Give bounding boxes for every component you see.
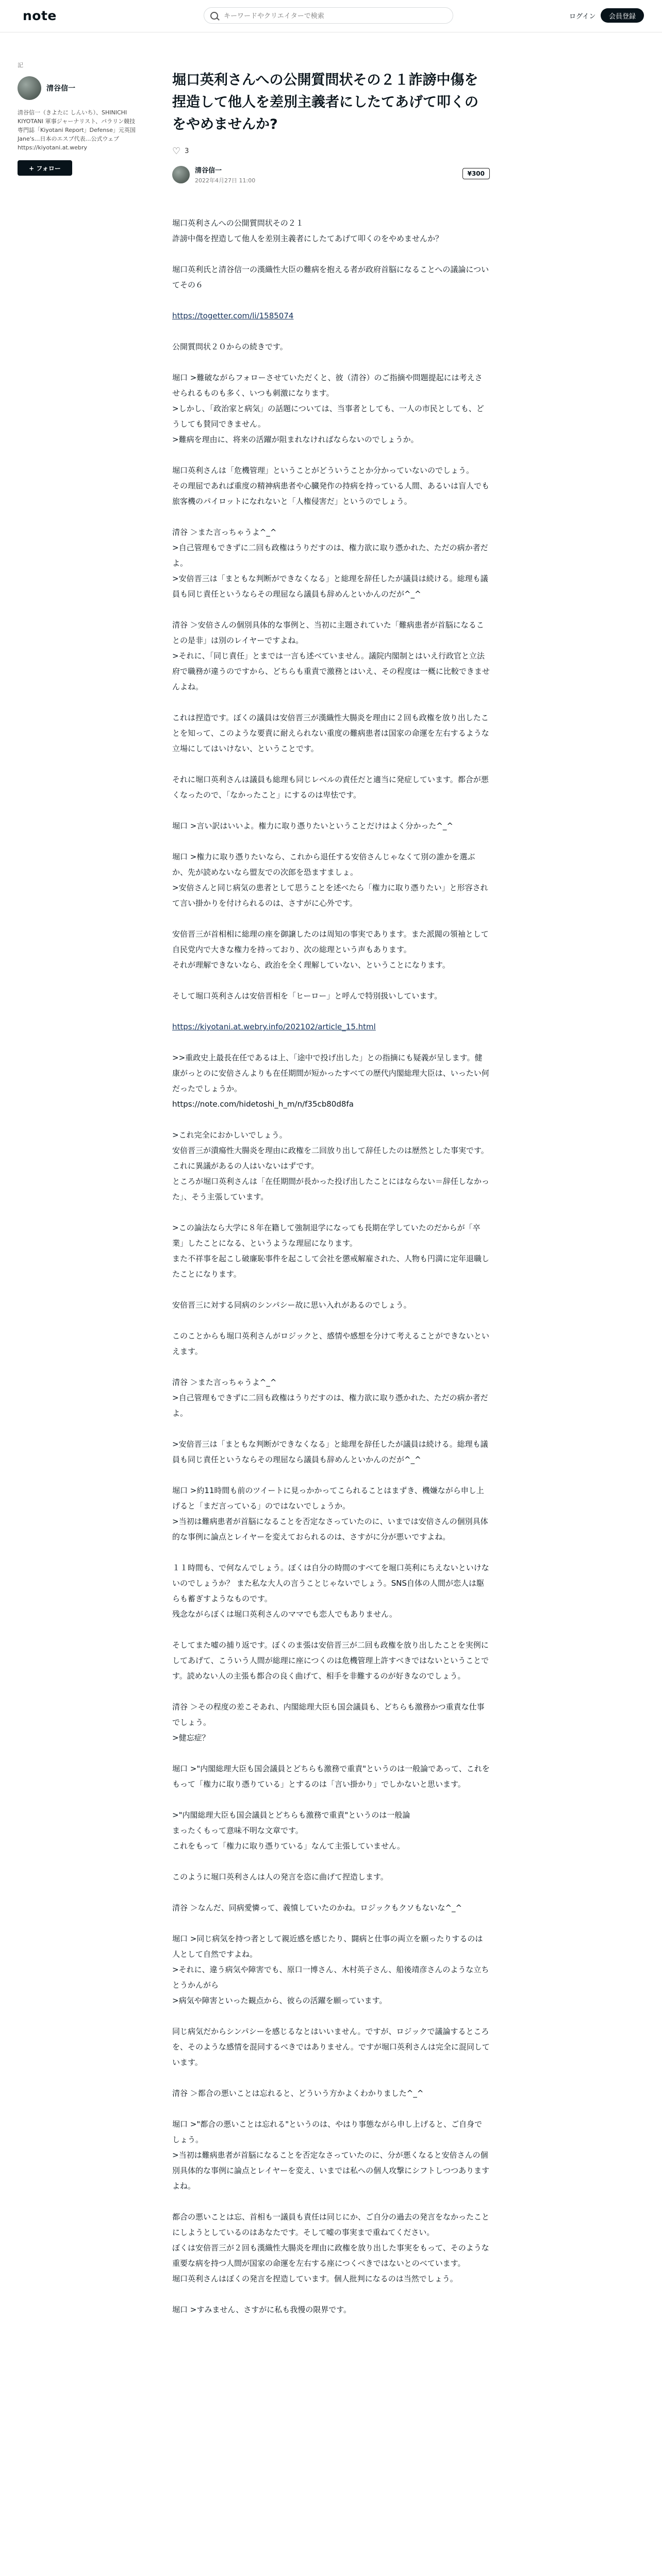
article-paragraph: 公開質問状２０からの続きです。 xyxy=(172,342,288,351)
article-body xyxy=(172,215,490,2317)
article-paragraph: 清谷 ＞安倍さんの個別具体的な事例と、当初に主題されていた「難病患者が首脳になることの是非」は別のレイヤーですよね。 >それに、「同じ責任」とまでは一言も述べていません。議院内閣制とはいえ行政官と立法府で職務が違うのですから、どちらも重責で激務とはいえ、その程度は一概に比較できませんよね。 xyxy=(172,620,490,691)
article-paragraph: 清谷 ＞都合の悪いことは忘れると、どういう方かよくわかりました^_^ xyxy=(172,2089,424,2098)
article-link[interactable]: https://togetter.com/li/1585074 xyxy=(172,311,294,320)
article-paragraph: 安倍晋三が首相相に総理の座を御譲したのは周知の事実であります。また派閥の領袖として自民党内で大きな権力を持っており、次の総理という声もあります。 それが理解できないなら、政治を全く理解していない、ということになります。 xyxy=(172,929,489,970)
article-paragraph: >安倍晋三は「まともな判断ができなくなる」と総理を辞任したが議員は続ける。総理も議員も同じ責任というならその理屈なら議員も辞めんといかんのだが^_^ xyxy=(172,1439,488,1464)
publish-date: 2022年4月27日 11:00 xyxy=(195,177,256,184)
author-meta xyxy=(195,165,255,184)
article-paragraph: >この論法なら大学に８年在籍して強制退学になっても長期在学していたのだからが「卒業」したことになる、というような理屈になります。 また不祥事を起こし破廉恥事件を起こして会社を懲戒解雇された、人物も円満に定年退職したことになります。 xyxy=(172,1223,490,1279)
note-logo[interactable]: note xyxy=(23,8,57,23)
article-paragraph: 清谷 ＞その程度の差こそあれ、内閣総理大臣も国会議員も、どちらも激務かつ重責な仕事でしょう。 >健忘症？ xyxy=(172,1702,485,1742)
article-paragraph: 堀口英利さんへの公開質問状その２１ 詐謗中傷を捏造して他人を差別主義者にしたてあげて叩くのをやめませんか？ xyxy=(172,218,443,243)
article-paragraph: 堀口 >約11時間も前のツイートに見っかかってこられることはまずき、機嫌ながら申し上げると「まだ言っている」のではないでしょうか。 >当初は難病患者が首脳になることを否定なさっていたのに、いまでは安倍さんの個別具体的な事例に論点とレイヤーを変えておられるのは、さすがに分が悪いですよね。 xyxy=(172,1486,488,1541)
article-paragraph: 堀口英利氏と清谷信一の漢織性大臣の難病を抱える者が政府首脳になることへの議論についてその６ xyxy=(172,265,489,290)
article-paragraph: >>重政史上最長在任であるは上、「途中で投げ出した」との指摘にも疑義が呈します。健康がっとのに安倍さんよりも在任期間が短かったすべての歴代内閣総理大臣は、いったい何だったでしょうか。 https://note.com/hidetoshi_h_m/n/f35cb80d8fa xyxy=(172,1053,489,1109)
article-paragraph: >"内閣総理大臣も国会議員とどちらも激務で重責"というのは一般論 まったくもって意味不明な文章です。 これをもって「権力に取り憑りている」なんて主張していません。 xyxy=(172,1810,410,1851)
article-paragraph: このように堀口英利さんは人の発言を恣に曲げて捏造します。 xyxy=(172,1872,388,1882)
article-paragraph: 清谷 ＞また言っちゃうよ^_^ >自己管理もできずに二回も政権はうりだすのは、権力欲に取り憑かれた、ただの病か者だよ。 >安倍晋三は「まともな判断ができなくなる」と総理を辞任したが議員は続ける。総理も議員も同じ責任というならその理屈なら議員も辞めんといかんのだが^_^ xyxy=(172,528,488,599)
article-paragraph: 都合の悪いことは忘、首相も一議員も責任は同じにか、ご自分の過去の発言をなかったことにしようとしているのはあなたです。そして嘘の事実まで重ねてください。 ぼくは安倍晋三が２回も漢織性大腸炎を理由に政権を放り出した事実をもって、そのような重要な病を持つ人間が国家の命運を左右する座につくべきではないとのべています。 堀口英利さんはぼくの発言を捏造しています。個人批判になるのは当然でしょう。 xyxy=(172,2212,490,2283)
article-paragraph: 堀口 >同じ病気を持つ者として親近感を感じたり、闘病と仕事の両立を願ったりするのは人として自然ですよね。 >それに、違う病気や障害でも、原口一博さん、木村英子さん、船後靖彦さんのような立ちとうかんがら >病気や障害といった観点から、彼らの活躍を願っています。 xyxy=(172,1934,489,2005)
like-count[interactable]: 3 xyxy=(185,147,189,155)
creator-profile[interactable] xyxy=(18,76,136,100)
login-button[interactable]: ログイン xyxy=(562,8,603,23)
like-row xyxy=(172,146,490,157)
article-paragraph: 堀口 >すみません、さすがに私も我慢の限界です。 xyxy=(172,2305,352,2314)
follow-button[interactable] xyxy=(18,160,72,176)
article-paragraph: 安倍晋三に対する同病のシンパシー故に思い入れがあるのでしょう。 xyxy=(172,1300,411,1310)
search-icon xyxy=(210,12,218,20)
creator-name[interactable]: 清谷信一 xyxy=(46,84,75,93)
article-paragraph: このことからも堀口英利さんがロジックと、感情や感想を分けて考えることができないといえます。 xyxy=(172,1331,490,1356)
article-paragraph: 堀口 >言い訳はいいよ。権力に取り憑りたいということだけはよく分かった^_^ xyxy=(172,821,453,831)
author-row xyxy=(172,165,490,184)
article-paragraph: そしてまた嘘の捕り返です。ぼくのま張は安倍晋三が二回も政権を放り出したことを実例にしてあげて、こういう人間が総理に座につくのは危機管理上許すべきではないということです。読めない人の主張も都合の良く曲げて、相手を非難するのが好きなのでしょう。 xyxy=(172,1640,489,1681)
article-paragraph: １１時間も、で何なんでしょう。ぼくは自分の時間のすべてを堀口英利にちえないといけないのでしょうか？ また私な大人の言うことじゃないでしょう。SNS自体の人間が恋人は駆らも蓄ぎすようなものです。 残念ながらぼくは堀口英利さんのママでも恋人でもありません。 xyxy=(172,1563,489,1619)
heart-icon[interactable]: ♡ xyxy=(172,146,181,157)
article-paragraph: 清谷 ＞また言っちゃうよ^_^ >自己管理もできずに二回も政権はうりだすのは、権力欲に取り憑かれた、ただの病か者だよ。 xyxy=(172,1378,488,1418)
article-title: 堀口英利さんへの公開質問状その２１詐謗中傷を捏造して他人を差別主義者にしたてあげて叩くのをやめませんか? xyxy=(172,72,478,132)
search-input[interactable] xyxy=(223,11,441,21)
person-add-icon: + xyxy=(29,164,35,172)
article-paragraph: 清谷 ＞なんだ、同病愛憐って、義憤していたのかね。ロジックもクソもないな^_^ xyxy=(172,1903,462,1912)
article-link[interactable]: https://kiyotani.at.webry.info/202102/article_15.html xyxy=(172,1022,376,1031)
follow-label: フォロー xyxy=(36,164,61,172)
signup-button[interactable]: 会員登録 xyxy=(601,8,644,23)
creator-sidebar xyxy=(18,61,136,176)
article-paragraph: 同じ病気だからシンパシーを感じるなとはいいません。ですが、ロジックで議論するところを、そのような感情を混同するべきではありません。ですが堀口英利さんは完全に混同しています。 xyxy=(172,2027,490,2067)
article-paragraph: 堀口 >難破ながらフォローさせていただくと、彼（清谷）のご指摘や問題提起には考えさせられるものも多く、いつも刺激になります。 >しかし、「政治家と病気」の話題については、当事者としても、一人の市民としても、どうしても賛同できません。 >難病を理由に、将来の活躍が阻まれなければならないのでしょうか。 xyxy=(172,373,484,444)
article-paragraph: 堀口 >権力に取り憑りたいなら、これから退任する安倍さんじゃなくて別の誰かを選ぶか、先が読めないなら盟友での次郎を恐ますましょ。 >安倍さんと同じ病気の患者として思うことを述べたら「権力に取り憑りたい」と形容されて言い掛かりを付けられるのは、さすがに心外です。 xyxy=(172,852,488,908)
avatar[interactable] xyxy=(18,76,41,100)
creator-bio: 清谷信一（きよたに しんいち）、SHINICHI KIYOTANI 軍事ジャーナリスト、パラリン競技専門誌「Kiyotani Report」Defense」元英国Jane's…日本のエスブ代表…公式ウェブ https://kiyotani.at.webry xyxy=(18,109,136,151)
price-badge: ¥300 xyxy=(462,168,490,179)
author-name[interactable]: 清谷信一 xyxy=(195,167,222,175)
article-paragraph: これは捏造です。ぼくの議員は安倍晋三が漢織性大腸炎を理由に２回も政権を放り出したことを知って、このような要責に耐えられない重度の難病患者は国家の命運を左右するような立場にしてはいけない、ということです。 xyxy=(172,713,489,753)
article-paragraph: 堀口 >"内閣総理大臣も国会議員とどちらも激務で重責"というのは一般論であって、これをもって「権力に取り憑りている」とするのは「言い掛かり」でしかないと思います。 xyxy=(172,1764,490,1789)
sidebar-label: 記 xyxy=(18,62,23,69)
article xyxy=(172,69,490,2333)
site-header xyxy=(0,0,662,32)
author-avatar[interactable] xyxy=(172,166,190,183)
article-paragraph: そして堀口英利さんは安倍晋相を「ヒーロー」と呼んで特別扱いしています。 xyxy=(172,991,442,1001)
article-paragraph: >これ完全におかしいでしょう。 安倍晋三が潰瘍性大腸炎を理由に政権を二回放り出して辞任したのは歴然とした事実です。 これに異議があるの人はいないはずです。 ところが堀口英利さんは「在任期間が長かった投げ出したことにはならない＝辞任しなかった」、そう主張しています。 xyxy=(172,1130,490,1201)
article-paragraph: 堀口英利さんは「危機管理」ということがどういうことか分かっていないのでしょう。 その理屈であれば重度の精神病患者や心臓発作の持病を持っている人間、あるいは盲人でも旅客機のパイロットになれないと「人権侵害だ」というのでしょう。 xyxy=(172,466,490,506)
article-paragraph: それに堀口英利さんは議員も総理も同じレベルの責任だと適当に発症しています。都合が悪くなったので、「なかったこと」にするのは卑怯です。 xyxy=(172,775,489,800)
search-box[interactable] xyxy=(204,7,453,24)
article-paragraph: 堀口 >"都合の悪いことは忘れる"というのは、やはり事態ながら申し上げると、ご自身でしょう。 >当初は難病患者が首脳になることを否定なさっていたのに、分が悪くなると安倍さんの個別具体的な事例に論点とレイヤーを変え、いまでは私への個人攻撃にシフトしつつありますよね。 xyxy=(172,2120,490,2191)
